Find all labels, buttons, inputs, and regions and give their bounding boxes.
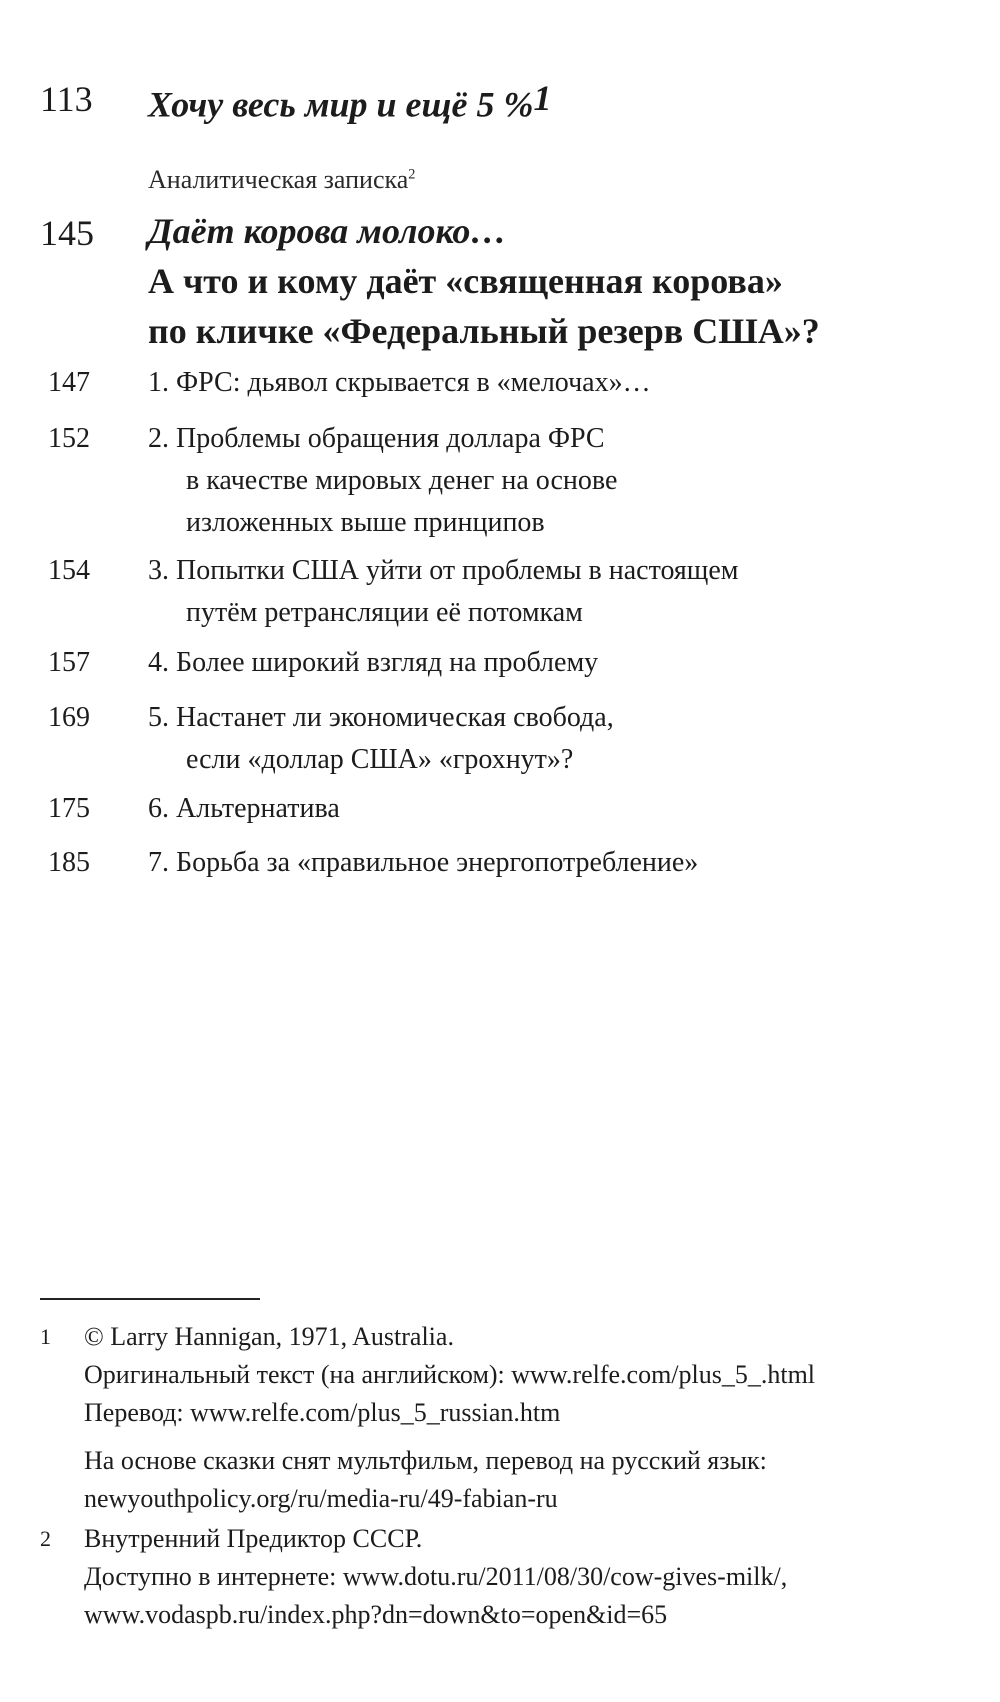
toc-entry-line: изложенных выше принципов	[186, 507, 545, 538]
chapter-title-line: по кличке «Федеральный резерв США»?	[148, 311, 820, 351]
toc-page-number: 175	[48, 793, 90, 824]
footnote-mark: 1	[40, 1324, 51, 1349]
toc-entry-line: 4. Более широкий взгляд на проблему	[148, 647, 599, 678]
chapter-title	[148, 76, 948, 126]
footnote-ref: 2	[408, 166, 416, 183]
toc-entry-line: 6. Альтернатива	[148, 793, 340, 824]
toc-entry-line: 5. Настанет ли экономическая свобода,	[148, 702, 614, 733]
toc-entry-line: если «доллар США» «грохнут»?	[186, 744, 574, 775]
footnote-line: newyouthpolicy.org/ru/media-ru/49-fabian-ru	[84, 1484, 558, 1513]
toc-entry-line: 2. Проблемы обращения доллара ФРС	[148, 423, 605, 454]
footnote-line: Доступно в интернете: www.dotu.ru/2011/08/30/cow-gives-milk/,	[84, 1562, 788, 1591]
page-number: 113	[40, 79, 93, 119]
toc-entry-line: в качестве мировых денег на основе	[186, 465, 618, 496]
chapter-title-line: Даёт корова молоко…	[148, 211, 507, 251]
toc-page-number: 169	[48, 702, 90, 733]
footnote-ref: 1	[533, 78, 552, 118]
footnote-line: На основе сказки снят мультфильм, перевод на русский язык:	[84, 1446, 767, 1475]
footnote-line: Перевод: www.relfe.com/plus_5_russian.htm	[84, 1398, 561, 1427]
toc-entry	[148, 642, 948, 684]
footnote	[84, 1520, 964, 1634]
footnote-line: www.vodaspb.ru/index.php?dn=down&to=open&id=65	[84, 1600, 668, 1629]
chapter-title	[148, 206, 948, 356]
section-subtitle	[148, 164, 948, 196]
toc-page-number: 147	[48, 367, 90, 398]
toc-entry	[148, 418, 948, 544]
footnote-separator	[40, 1298, 260, 1300]
toc-entry	[148, 697, 948, 781]
toc-entry-line: 1. ФРС: дьявол скрывается в «мелочах»…	[148, 367, 651, 398]
toc-entry	[148, 788, 948, 830]
footnote-line: © Larry Hannigan, 1971, Australia.	[84, 1322, 454, 1351]
chapter-title-line: А что и кому даёт «священная корова»	[148, 261, 783, 301]
section-subtitle-text: Аналитическая записка	[148, 165, 409, 194]
toc-entry	[148, 550, 948, 634]
toc-entry	[148, 842, 948, 884]
toc-entry	[148, 362, 948, 404]
footnote-line: Оригинальный текст (на английском): www.relfe.com/plus_5_.html	[84, 1360, 816, 1389]
toc-entry-line: путём ретрансляции её потомкам	[186, 597, 583, 628]
footnote-line: Внутренний Предиктор СССР.	[84, 1524, 423, 1553]
page-number: 145	[40, 213, 94, 253]
chapter-title-text: Хочу весь мир и ещё 5 %	[148, 84, 534, 125]
footnote	[84, 1318, 964, 1518]
toc-entry-line: 7. Борьба за «правильное энергопотребление»	[148, 847, 699, 878]
toc-entry-line: 3. Попытки США уйти от проблемы в настоящем	[148, 555, 739, 586]
toc-page-number: 185	[48, 847, 90, 878]
footnote-mark: 2	[40, 1526, 51, 1551]
toc-page-number: 157	[48, 647, 90, 678]
toc-page-number: 154	[48, 555, 90, 586]
toc-page-number: 152	[48, 423, 90, 454]
